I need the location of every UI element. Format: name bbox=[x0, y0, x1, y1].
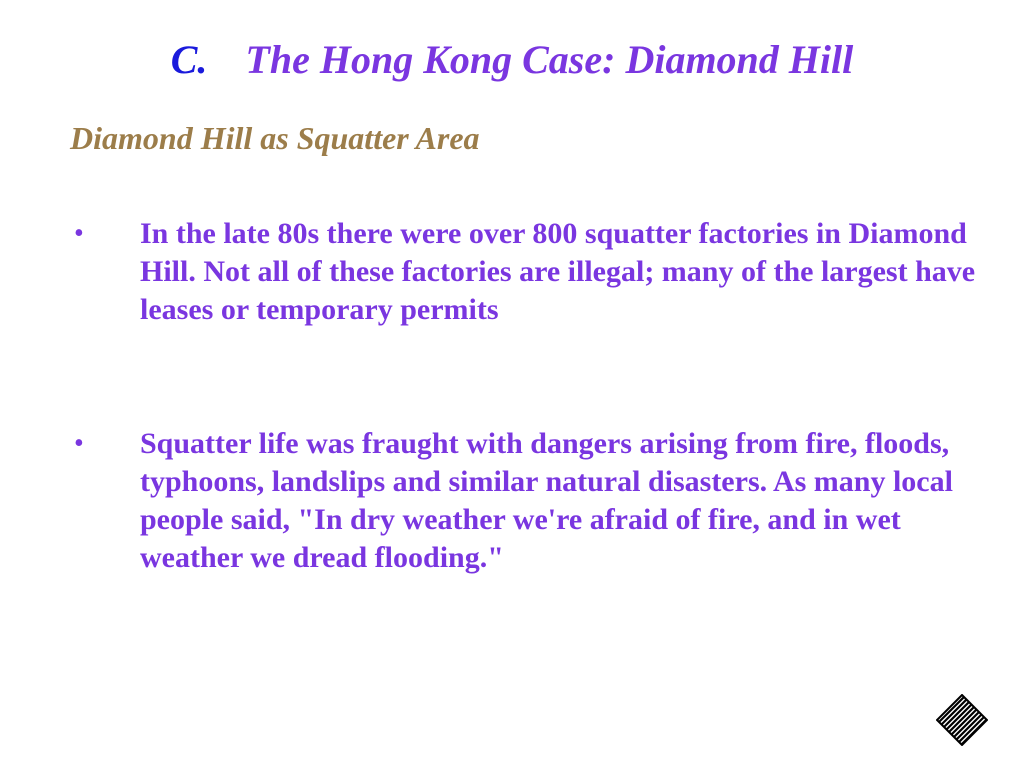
slide-title bbox=[0, 36, 1024, 84]
bullet-marker: • bbox=[74, 218, 84, 249]
bullet-text: Squatter life was fraught with dangers arising from fire, floods, typhoons, landslips and similar natural disasters. As many local people said, "In dry weather we're afraid of fire, and in wet weather we dread flooding." bbox=[140, 427, 953, 574]
title-text: The Hong Kong Case: Diamond Hill bbox=[245, 37, 854, 82]
bullet-marker: • bbox=[74, 428, 84, 459]
striped-diamond-logo-icon bbox=[936, 694, 988, 746]
bullet-text: In the late 80s there were over 800 squatter factories in Diamond Hill. Not all of these factories are illegal; many of the largest have leases or temporary permits bbox=[140, 217, 976, 326]
slide-subtitle: Diamond Hill as Squatter Area bbox=[70, 120, 480, 156]
section-letter: C. bbox=[170, 37, 208, 82]
